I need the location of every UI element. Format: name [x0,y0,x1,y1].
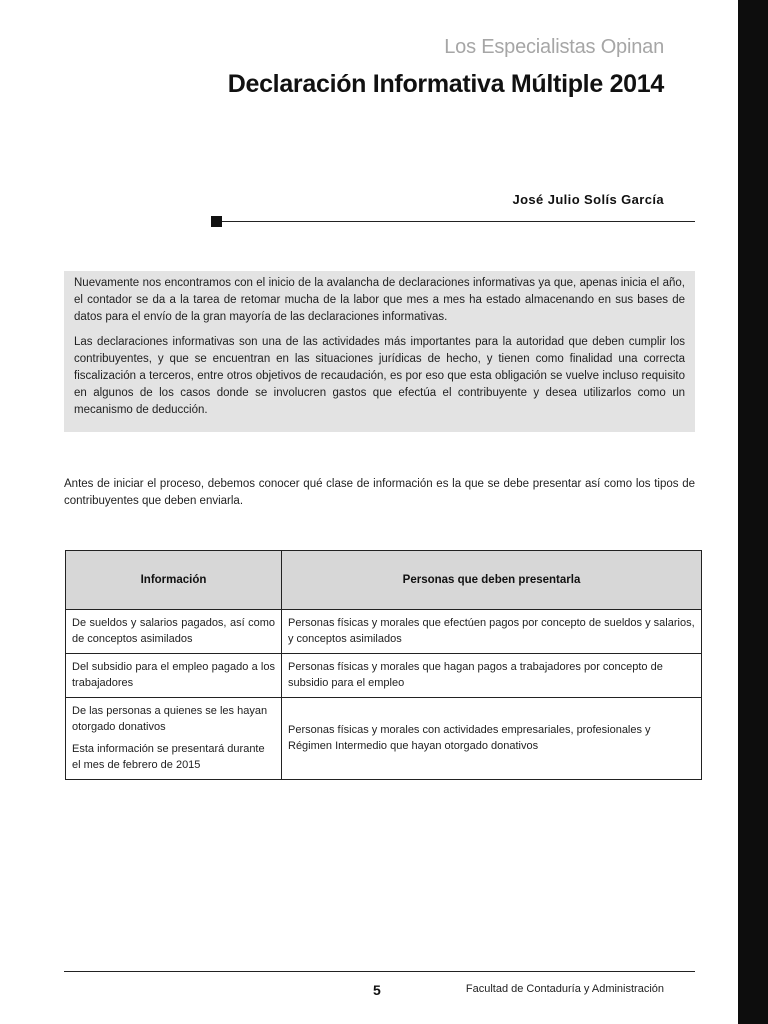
page-number: 5 [373,982,381,998]
column-header-informacion: Información [66,551,282,610]
cell-personas: Personas físicas y morales con actividades empresariales, profesionales y Régimen Intermedio que hayan otorgado donativos [282,698,702,780]
page-title: Declaración Informativa Múltiple 2014 [227,70,664,98]
footer-organization: Facultad de Contaduría y Administración [465,983,664,995]
cell-text: De las personas a quienes se les hayan otorgado donativos [72,705,268,733]
cell-text: De sueldos y salarios pagados, así como de conceptos asimilados [72,617,275,645]
table-row [66,654,702,698]
cell-informacion [66,610,282,654]
page-edge-bar [738,0,768,1024]
intro-paragraph: Las declaraciones informativas son una de las actividades más importantes para la autoridad que deben cumplir los contribuyentes, y que se encuentran en las situaciones jurídicas de hecho, y tienen como finalidad una correcta fiscalización a terceros, entre otros objetivos de recaudación, es por eso que esta obligación se vuelve incluso requisito en algunos de los casos donde se involucren gastos que efectúa el contribuyente y desea utilizarlos como un mecanismo de deducción. [74,336,685,416]
table-row [66,610,702,654]
divider-square-marker [211,216,222,227]
section-label: Los Especialistas Opinan [444,36,664,58]
lead-paragraph: Antes de iniciar el proceso, debemos conocer qué clase de información es la que se debe presentar así como los tipos de contribuyentes que deben enviarla. [64,478,695,507]
author-name: José Julio Solís García [512,192,664,207]
intro-box [64,271,695,432]
cell-informacion [66,654,282,698]
footer-divider [64,971,695,972]
cell-informacion [66,698,282,780]
cell-personas: Personas físicas y morales que efectúen pagos por concepto de sueldos y salarios, y conceptos asimilados [282,610,702,654]
divider-line [222,221,695,222]
cell-text: Del subsidio para el empleo pagado a los trabajadores [72,661,275,689]
column-header-personas: Personas que deben presentarla [282,551,702,610]
cell-personas: Personas físicas y morales que hagan pagos a trabajadores por concepto de subsidio para el empleo [282,654,702,698]
intro-paragraph: Nuevamente nos encontramos con el inicio de la avalancha de declaraciones informativas ya que, apenas inicia el año, el contador se da a la tarea de retomar mucha de la labor que mes a mes ha estado almacenando en sus bases de datos para el envío de la gran mayoría de las declaraciones informativas. [74,277,685,323]
cell-note: Esta información se presentará durante el mes de febrero de 2015 [72,743,265,771]
information-table [65,550,702,780]
author-divider [211,216,695,228]
table-header-row [66,551,702,610]
table-row [66,698,702,780]
